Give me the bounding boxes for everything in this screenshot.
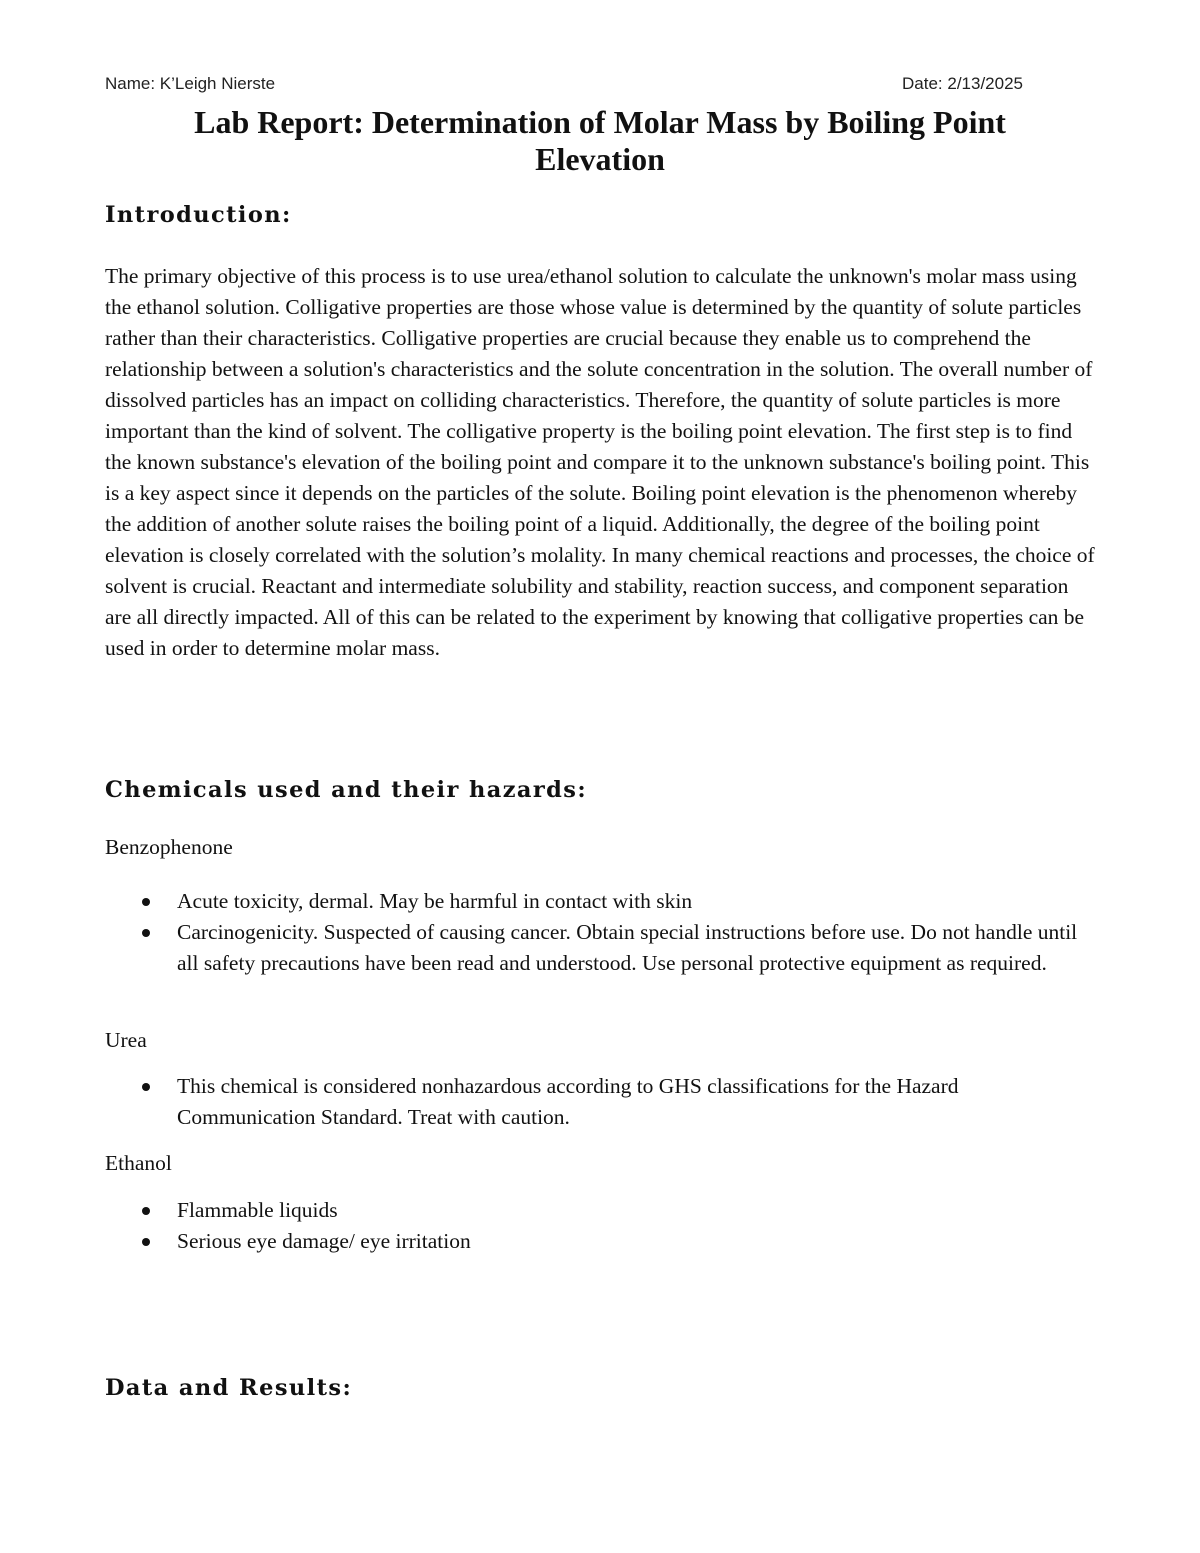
report-title-line-1: Lab Report: Determination of Molar Mass by Boiling Point bbox=[194, 104, 1006, 140]
bullet-icon bbox=[142, 1083, 150, 1091]
hazard-text: Flammable liquids bbox=[177, 1198, 338, 1222]
introduction-heading: Introduction: bbox=[105, 202, 292, 228]
list-item bbox=[105, 1071, 1095, 1133]
chemical-name-urea: Urea bbox=[105, 1028, 147, 1052]
bullet-icon bbox=[142, 898, 150, 906]
hazard-text: Serious eye damage/ eye irritation bbox=[177, 1229, 471, 1253]
list-item bbox=[105, 1226, 1095, 1257]
list-item bbox=[105, 1195, 1095, 1226]
report-title bbox=[100, 104, 1100, 178]
student-name: Name: K’Leigh Nierste bbox=[105, 74, 276, 93]
benzophenone-hazard-list bbox=[105, 886, 1095, 979]
bullet-icon bbox=[142, 1207, 150, 1215]
urea-hazard-list bbox=[105, 1071, 1095, 1133]
chemical-name-benzophenone: Benzophenone bbox=[105, 835, 233, 859]
report-title-line-2: Elevation bbox=[535, 141, 665, 177]
chemical-name-ethanol: Ethanol bbox=[105, 1151, 172, 1175]
list-item bbox=[105, 917, 1095, 979]
ethanol-hazard-list bbox=[105, 1195, 1095, 1257]
hazard-text: This chemical is considered nonhazardous according to GHS classifications for the Hazard Communication Standard. Treat with caution. bbox=[177, 1074, 959, 1129]
hazard-text: Acute toxicity, dermal. May be harmful in contact with skin bbox=[177, 889, 693, 913]
introduction-paragraph: The primary objective of this process is to use urea/ethanol solution to calculate the unknown's molar mass using the ethanol solution. Colligative properties are those whose value is determined by the quantity of solute particles rather than their characteristics. Colligative properties are crucial because they enable us to comprehend the relationship between a solution's characteristics and the solute concentration in the solution. The overall number of dissolved particles has an impact on colliding characteristics. Therefore, the quantity of solute particles is more important than the kind of solvent. The colligative property is the boiling point elevation. The first step is to find the known substance's elevation of the boiling point and compare it to the unknown substance's boiling point. This is a key aspect since it depends on the particles of the solute. Boiling point elevation is the phenomenon whereby the addition of another solute raises the boiling point of a liquid. Additionally, the degree of the boiling point elevation is closely correlated with the solution’s molality. In many chemical reactions and processes, the choice of solvent is crucial. Reactant and intermediate solubility and stability, reaction success, and component separation are all directly impacted. All of this can be related to the experiment by knowing that colligative properties can be used in order to determine molar mass. bbox=[105, 264, 1095, 660]
list-item bbox=[105, 886, 1095, 917]
bullet-icon bbox=[142, 929, 150, 937]
document-header bbox=[105, 74, 1023, 98]
report-date: Date: 2/13/2025 bbox=[902, 74, 1023, 93]
chemicals-heading: Chemicals used and their hazards: bbox=[105, 777, 588, 803]
hazard-text: Carcinogenicity. Suspected of causing cancer. Obtain special instructions before use. Do not handle until all safety precautions have been read and understood. Use personal protective equipment as required. bbox=[177, 920, 1078, 975]
data-results-heading: Data and Results: bbox=[105, 1375, 353, 1401]
bullet-icon bbox=[142, 1238, 150, 1246]
